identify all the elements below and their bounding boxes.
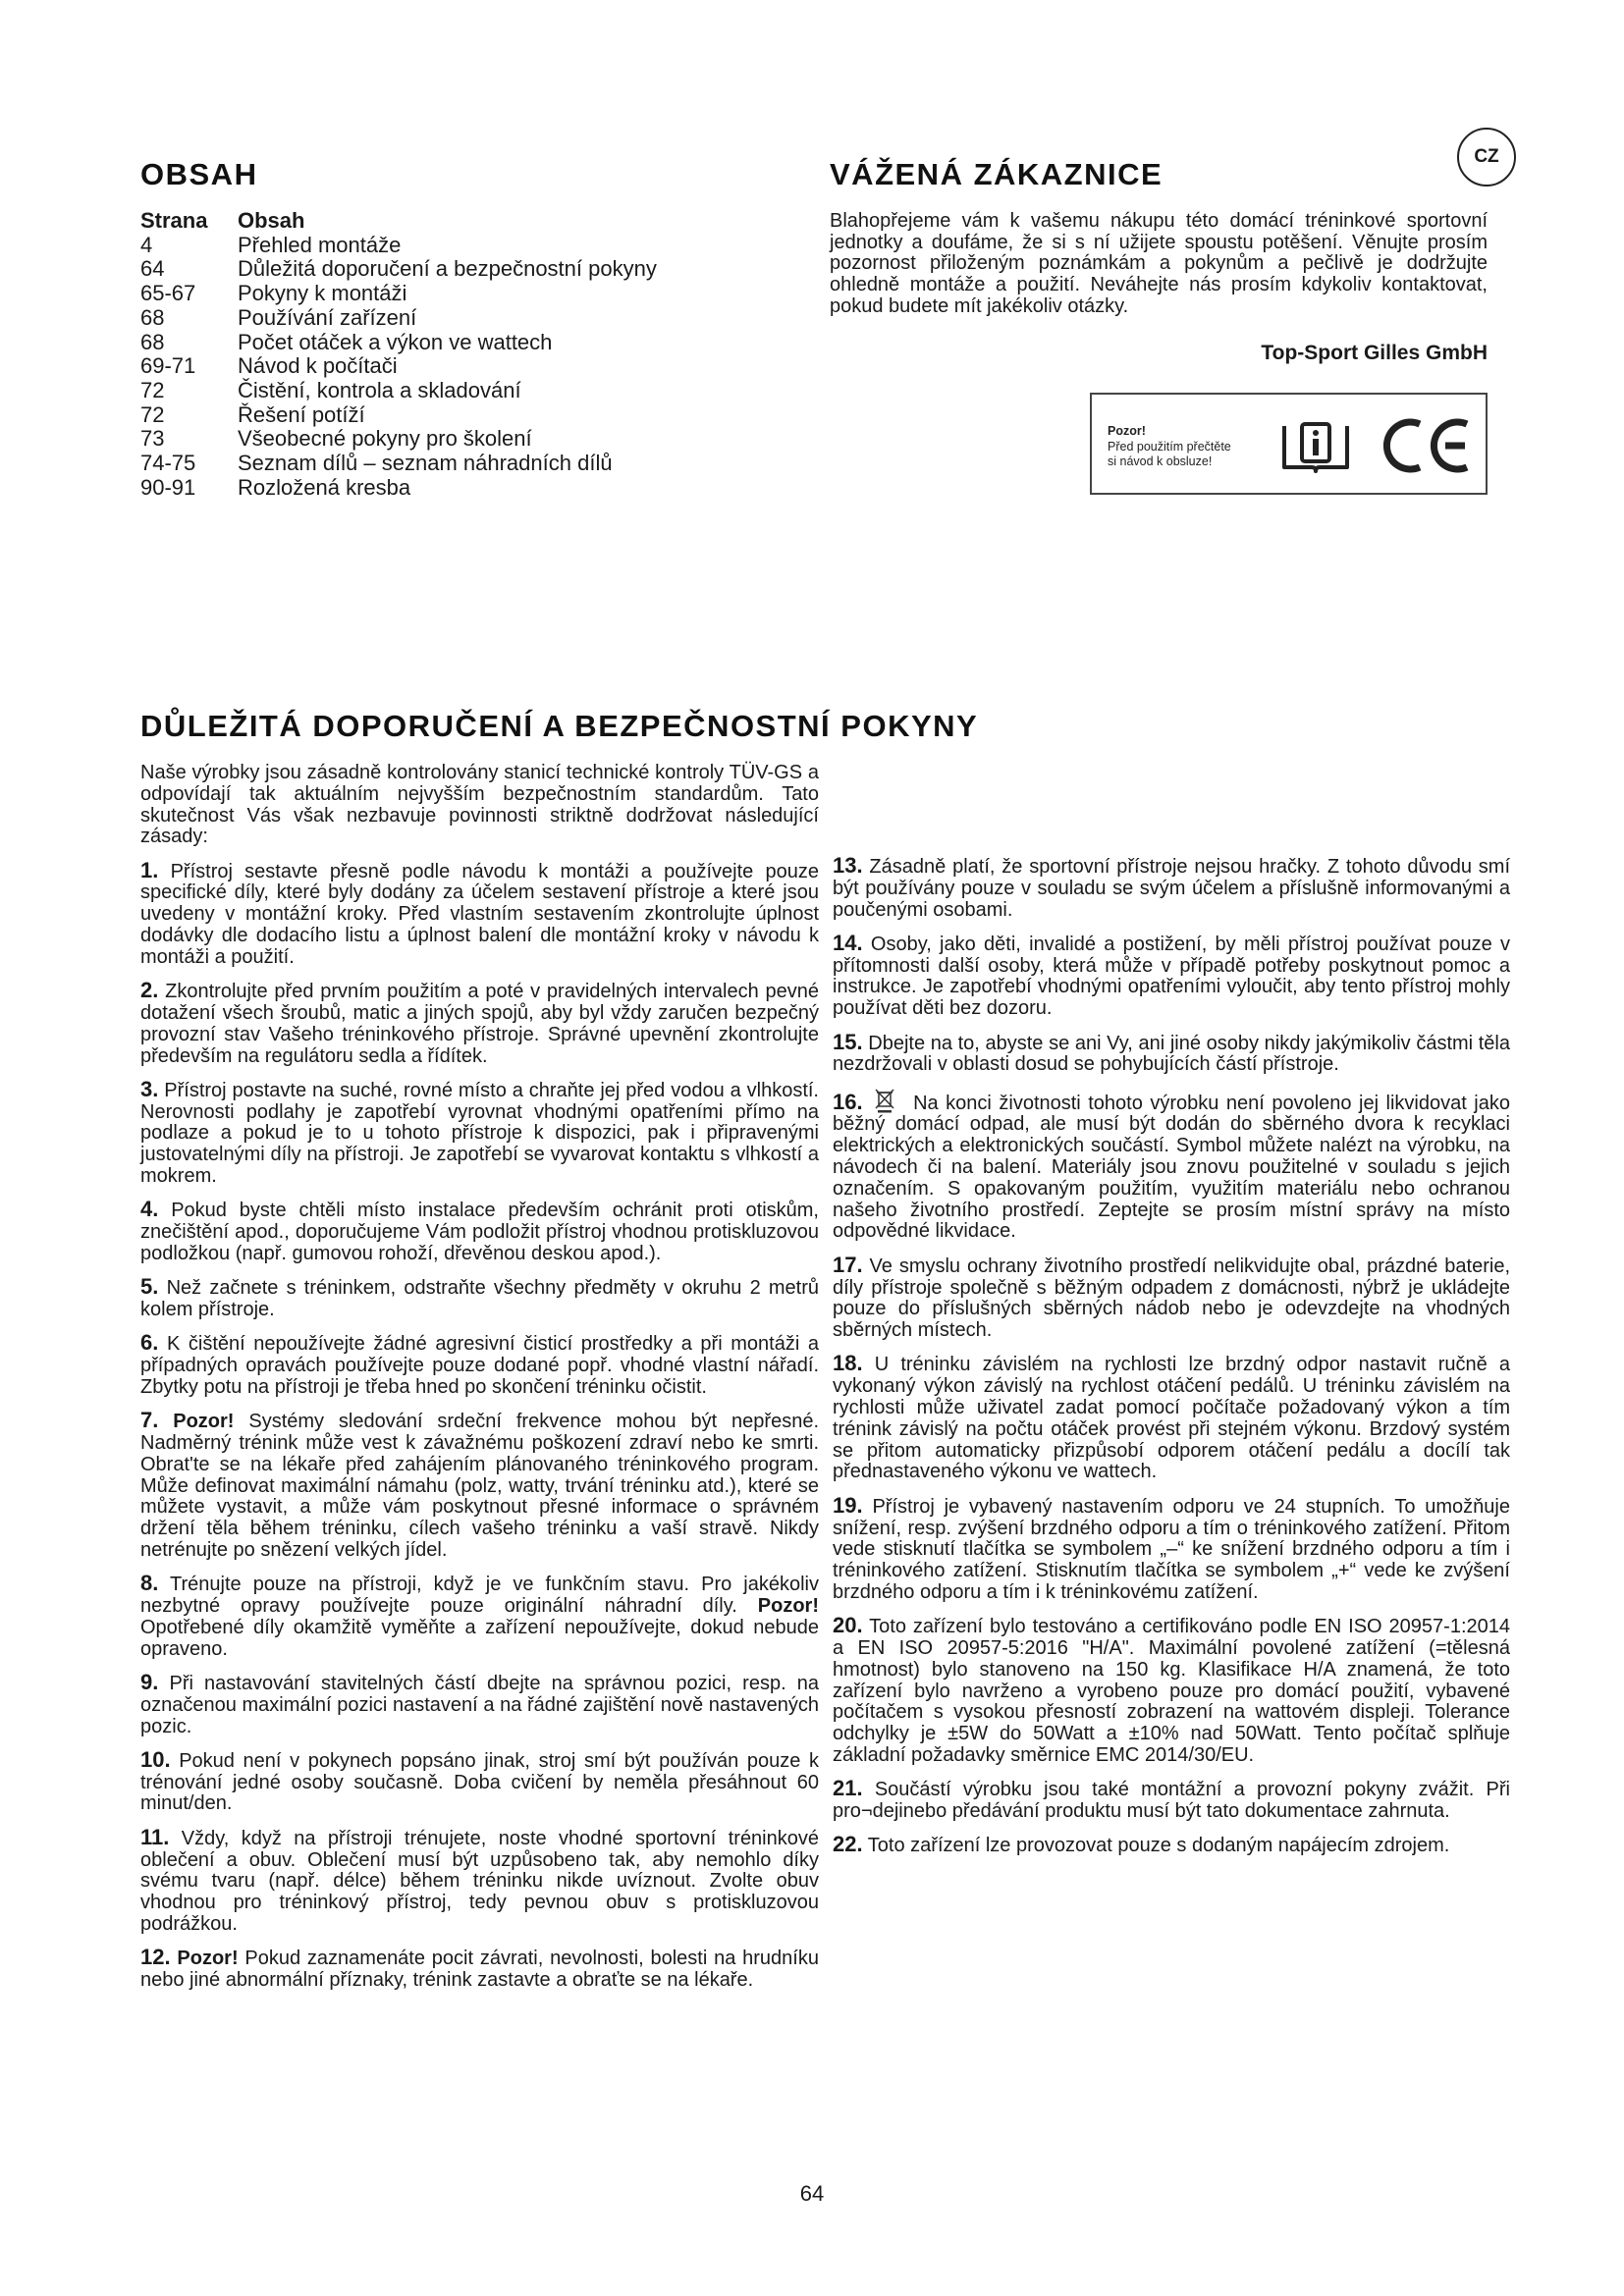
safety-left-column: [140, 763, 819, 2002]
safety-item: [140, 1076, 819, 1188]
language-code: CZ: [1474, 146, 1499, 167]
item-text: Opotřebené díly okamžitě vyměňte a zařízení nepoužívejte, dokud nebude opraveno.: [140, 1616, 819, 1660]
toc-page: 73: [140, 426, 165, 452]
toc-rows: [140, 234, 769, 501]
item-text: Toto zařízení lze provozovat pouze s dodaným napájecím zdrojem.: [867, 1835, 1450, 1857]
toc-page: 72: [140, 401, 165, 427]
toc-label: Řešení potíží: [238, 401, 365, 427]
safety-item: [140, 1199, 819, 1264]
safety-item: [833, 1834, 1510, 1857]
item-text: Vždy, když na přístroji trénujete, noste vhodné sportovní tréninkové oblečení a obuv. Oblečení musí být uzpůsobeno tak, aby nemohlo díky svému tvaru (např. délce) během tréninku nikde uvíznout. Zvolte obuv vhodnou pro tréninkový přístroj, tedy pevnou obuv s protiskluzovou podrážkou.: [140, 1827, 819, 1935]
toc-label: Rozložená kresba: [238, 474, 411, 500]
toc-label: Důležitá doporučení a bezpečnostní pokyny: [238, 256, 657, 282]
toc-label: Seznam dílů – seznam náhradních dílů: [238, 451, 613, 476]
item-text: Toto zařízení bylo testováno a certifikováno podle EN ISO 20957-1:2014 a EN ISO 20957-5:2016 "H/A". Maximální povolené zatížení (=tělesná hmotnost) bylo stanoveno na 150 kg. Klasifikace H/A znamená, že toto zařízení bylo navrženo a vyrobeno pouze pro domácí použití, vybavené počítačem s vysokou přesností zobrazení na wattovém displeji. Tolerance odchylky je ±5W do 50Watt a ±10% nad 50Watt. Tento počítač splňuje základní požadavky směrnice EMC 2014/30/EU.: [833, 1616, 1510, 1766]
toc-label: Všeobecné pokyny pro školení: [238, 426, 532, 452]
ce-mark-icon: [1377, 416, 1475, 475]
toc-label: Přehled montáže: [238, 232, 402, 257]
item-number: 22.: [833, 1832, 863, 1857]
item-number: 8.: [140, 1571, 159, 1596]
safety-item: [140, 1746, 819, 1815]
toc-page: 4: [140, 232, 153, 257]
item-number: 14.: [833, 930, 863, 955]
safety-item: [140, 1669, 819, 1737]
greeting-text: Blahopřejeme vám k vašemu nákupu této domácí tréninkové sportovní jednotky a doufáme, že si s ní užijete spoustu potěšení. Věnujte prosím pozornost přiloženým poznámkám a pokynům a pečlivě je dodržujte ohledně montáže a použití. Neváhejte nás prosím kdykoliv kontaktovat, pokud budete mít jakékoliv otázky.: [830, 210, 1488, 317]
language-badge: [1457, 128, 1516, 187]
item-number: 15.: [833, 1029, 863, 1054]
safety-right-column: [833, 855, 1510, 1869]
toc-page: 69-71: [140, 353, 196, 379]
item-text: Při nastavování stavitelných částí dbejte na správnou pozici, resp. na označenou maximální pozici nastavení a na řádné zajištění nově nastavených pozic.: [140, 1672, 819, 1737]
table-of-contents: [140, 209, 769, 500]
toc-row: [140, 379, 769, 403]
safety-item: [140, 1573, 819, 1660]
toc-header-page: Strana: [140, 208, 208, 233]
book-info-icon: [1278, 418, 1353, 473]
item-number: 13.: [833, 853, 863, 878]
item-number: 16.: [833, 1089, 863, 1114]
safety-item: [140, 980, 819, 1067]
item-text: Přístroj postavte na suché, rovné místo a chraňte jej před vodou a vlhkostí. Nerovnosti podlahy je zapotřebí vyrovnat vhodnými opatřeními přímo na podlaze a pokud je to u tohoto přístroje k dispozici, pak i připravenými justovatelnými díly na přístroji. Je zapotřebí se vyvarovat kontaktu s vlhkostí a mokrem.: [140, 1079, 819, 1188]
safety-item: [833, 1353, 1510, 1483]
toc-row: [140, 476, 769, 501]
item-text: Na konci životnosti tohoto výrobku není povoleno jej likvidovat jako běžný domácí odpad, ale musí být dodán do sběrného dvora k recyklaci elektrických a elektronických součástí. Symbol můžete nalézt na výrobku, na návodech či na balení. Materiály jsou znovu použitelné v souladu s jejich označením. S opakovaným použitím, využitím materiálu nebo ochranou našeho životního prostředí. Zeptejte se prosím místní správy na místo odpovědné likvidace.: [833, 1092, 1510, 1243]
toc-row: [140, 257, 769, 282]
safety-item: [833, 1615, 1510, 1767]
item-number: 12.: [140, 1945, 171, 1970]
safety-item: [833, 1492, 1510, 1604]
safety-item: [833, 1088, 1510, 1244]
item-text: Zásadně platí, že sportovní přístroje nejsou hračky. Z tohoto důvodu smí být používány pouze v souladu se svým účelem a příslušně informovanými a poučenými osobami.: [833, 856, 1510, 921]
toc-label: Návod k počítači: [238, 353, 398, 379]
notice-title: Pozor!: [1108, 424, 1146, 438]
toc-row: [140, 427, 769, 452]
item-number: 9.: [140, 1669, 159, 1694]
crossed-bin-icon: [874, 1088, 895, 1113]
notice-text: [1108, 424, 1255, 470]
item-text: Přístroj sestavte přesně podle návodu k montáži a používejte pouze specifické díly, které byly dodány za účelem sestavení přístroje a které jsou uvedeny v montážní kroky. Před vlastním sestavením zkontrolujte úplnost dodávky dle dodacího listu a úplnost balení dle montážní kroky v návodu k montáži a použití.: [140, 860, 819, 968]
safety-item: [833, 1029, 1510, 1077]
notice-line-2: si návod k obsluze!: [1108, 454, 1213, 468]
safety-item: [833, 855, 1510, 921]
item-text: Pokud zaznamenáte pocit závrati, nevolnosti, bolesti na hrudníku nebo jiné abnormální příznaky, trénink zastavte a obraťte se na lékaře.: [140, 1948, 819, 1992]
item-number: 18.: [833, 1351, 863, 1376]
toc-row: [140, 331, 769, 355]
item-number: 21.: [833, 1776, 863, 1801]
item-number: 5.: [140, 1274, 159, 1300]
toc-label: Čistění, kontrola a skladování: [238, 377, 521, 402]
item-number: 4.: [140, 1197, 159, 1222]
safety-item: [140, 1947, 819, 1992]
toc-page: 74-75: [140, 451, 196, 476]
toc-row: [140, 234, 769, 258]
toc-page: 64: [140, 256, 165, 282]
item-number: 17.: [833, 1252, 863, 1277]
toc-header-row: [140, 209, 769, 234]
safety-item: [140, 1410, 819, 1562]
item-text: Trénujte pouze na přístroji, když je ve funkčním stavu. Pro jakékoliv nezbytné opravy používejte pouze originální náhradní díly.: [140, 1574, 819, 1618]
item-number: 2.: [140, 978, 159, 1003]
toc-row: [140, 282, 769, 306]
item-text: K čištění nepoužívejte žádné agresivní čisticí prostředky a při montáži a případných opravách používejte pouze dodané popř. vhodné vlastní nářadí. Zbytky potu na přístroji je třeba hned po skončení tréninku očistit.: [140, 1333, 819, 1398]
notice-line-1: Před použitím přečtěte: [1108, 439, 1231, 454]
toc-row: [140, 354, 769, 379]
safety-item: [140, 857, 819, 969]
item-text: U tréninku závislém na rychlosti lze brzdný odpor nastavit ručně a vykonaný výkon závislý na rychlost otáčení pedálů. U tréninku závislém na rychlosti může uživatel zadat pomocí počítače požadovaný výkon a tím trénink závislý na počtu otáček provést při stejném výkonu. Brzdový systém se přitom automaticky přizpůsobí odporem otáčení pedálu a docílí tak přednastaveného výkonu ve wattech.: [833, 1354, 1510, 1483]
toc-page: 90-91: [140, 474, 196, 500]
safety-intro: Naše výrobky jsou zásadně kontrolovány stanicí technické kontroly TÜV-GS a odpovídají tak aktuálním nejvyšším bezpečnostním standardům. Tato skutečnost Vás však nezbavuje povinnosti striktně dodržovat následující zásady:: [140, 762, 819, 848]
greeting-title: VÁŽENÁ ZÁKAZNICE: [830, 157, 1164, 191]
safety-item: [140, 1332, 819, 1398]
item-text: Zkontrolujte před prvním použitím a poté v pravidelných intervalech pevné dotažení všech šroubů, matic a jiných spojů, aby byl vždy zaručen bezpečný provozní stav Vašeho tréninkového přístroje. Správné upevnění zkontrolujte především na regulátoru sedla a řídítek.: [140, 981, 819, 1067]
toc-header-content: Obsah: [238, 208, 305, 233]
item-number: 10.: [140, 1746, 171, 1772]
warning-label: Pozor!: [173, 1411, 235, 1433]
toc-row: [140, 452, 769, 476]
toc-label: Počet otáček a výkon ve wattech: [238, 329, 553, 354]
item-number: 1.: [140, 857, 159, 882]
item-text: Osoby, jako děti, invalidé a postižení, by měli přístroj používat pouze v přítomnosti další osoby, která může v případě potřeby poskytnout pomoc a instrukce. Je zapotřebí vhodnými opatřeními vyloučit, aby tento přístroj mohly používat děti bez dozoru.: [833, 933, 1510, 1020]
safety-item: [833, 1778, 1510, 1823]
safety-item: [833, 930, 1510, 1020]
safety-item: [833, 1252, 1510, 1342]
item-number: 6.: [140, 1330, 159, 1356]
item-text: Přístroj je vybavený nastavením odporu ve 24 stupních. To umožňuje snížení, resp. zvýšení brzdného odporu a tím o tréninkového zatížení. Přitom vede stisknutí tlačítka se symbolem „–“ ke snížení brzdného odporu a tím i tréninkového zatížení. Stisknutím tlačítka se symbolem „+“ vede ke zvýšení brzdného odporu a tím i k tréninkovému zatížení.: [833, 1495, 1510, 1603]
toc-title: OBSAH: [140, 157, 258, 191]
warning-label: Pozor!: [757, 1595, 819, 1618]
item-text: Pokud není v pokynech popsáno jinak, stroj smí být používán pouze k trénování jedné osoby současně. Doba cvičení by neměla přesáhnout 60 minut/den.: [140, 1749, 819, 1815]
toc-page: 68: [140, 304, 165, 330]
item-text: Než začnete s tréninkem, odstraňte všechny předměty v okruhu 2 metrů kolem přístroje.: [140, 1277, 820, 1321]
warning-label: Pozor!: [177, 1948, 239, 1970]
toc-page: 65-67: [140, 281, 196, 306]
toc-row: [140, 403, 769, 428]
item-number: 3.: [140, 1076, 159, 1101]
company-name: Top-Sport Gilles GmbH: [1261, 342, 1488, 364]
item-text: Pokud byste chtěli místo instalace především ochránit proti otiskům, znečištění apod., doporučujeme Vám podložit přístroj vhodnou protiskluzovou podložkou (např. gumovou rohoží, dřevěnou deskou apod.).: [140, 1200, 819, 1264]
toc-row: [140, 306, 769, 331]
item-text: Součástí výrobku jsou také montážní a provozní pokyny zvážit. Při pro¬dejinebo předávání produktu musí být tato dokumentace zahrnuta.: [833, 1779, 1510, 1823]
read-manual-notice: [1090, 393, 1488, 495]
toc-page: 68: [140, 329, 165, 354]
toc-page: 72: [140, 377, 165, 402]
toc-label: Používání zařízení: [238, 304, 417, 330]
item-number: 11.: [140, 1824, 170, 1849]
item-number: 19.: [833, 1492, 863, 1518]
item-number: 7.: [140, 1408, 159, 1433]
page-number: 64: [799, 2181, 825, 2206]
safety-title: DŮLEŽITÁ DOPORUČENÍ A BEZPEČNOSTNÍ POKYNY: [140, 709, 979, 743]
item-text: Dbejte na to, abyste se ani Vy, ani jiné osoby nikdy jakýmikoliv částmi těla nezdržovali v oblasti dosud se pohybujících částí přístroje.: [833, 1032, 1510, 1076]
item-number: 20.: [833, 1613, 863, 1638]
item-text: Ve smyslu ochrany životního prostředí nelikvidujte obal, prázdné baterie, díly přístroje společně s běžným odpadem z domácnosti, nýbrž je ukládejte pouze do příslušných sběrných nádob nebo je odevzdejte na vhodných sběrných místech.: [833, 1255, 1510, 1342]
toc-label: Pokyny k montáži: [238, 281, 407, 306]
safety-item: [140, 1276, 819, 1321]
item-text: Systémy sledování srdeční frekvence mohou být nepřesné. Nadměrný trénink může vest k závažnému poškození zdraví nebo ke smrti. Obrat'te se na lékaře před zahájením plánovaného tréninkového program. Může definovat maximální námahu (polz, watty, trvání tréninku atd.), které se můžete vystavit, a může vám poskytnout přesné informace o správném držení těla během tréninku, cílech vašeho tréninku a vaší stravě. Nikdy netrénujte po snězení velkých jídel.: [140, 1411, 819, 1561]
safety-item: [140, 1824, 819, 1936]
